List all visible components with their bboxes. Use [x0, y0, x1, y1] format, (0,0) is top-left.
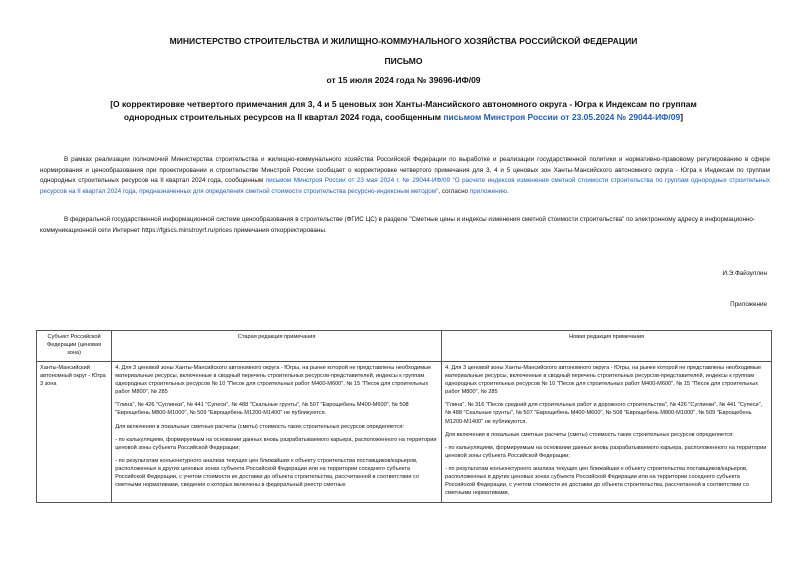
- ministry-title: МИНИСТЕРСТВО СТРОИТЕЛЬСТВА И ЖИЛИЩНО-КОММУНАЛЬНОГО ХОЗЯЙСТВА РОССИЙСКОЙ ФЕДЕРАЦИИ: [169, 36, 638, 46]
- old-paragraph: - по результатам конъюнктурного анализа текущих цен ближайших к объекту строительства поставщиков/карьеров, расположенных в других ценовых зонах субъекта Российской Федерации или на территории соседнего субъекта Российской Федерации, с учетом стоимости их доставки до объекта строительства, рассчитанной в соответствии со сметными нормативами, сведения о которых включены в федеральный реестр сметных: [115, 457, 420, 489]
- document-subject: [90, 98, 717, 124]
- new-paragraph: - по результатам конъюнктурного анализа текущих цен ближайших к объекту строительства поставщиков/карьеров, расположенных в других ценовых зонах субъекта Российской Федерации или на территории соседнего субъекта Российской Федерации, с учетом стоимости их доставки до объекта строительства, рассчитанной в соответствии со сметными нормативами,: [445, 465, 749, 497]
- old-paragraph: Для включения в локальные сметные расчеты (сметы) стоимость таких строительных ресурсов определяется:: [115, 423, 404, 430]
- header-new-version: Новая редакция примечания: [442, 331, 772, 362]
- subject-text: [О корректировке четвертого примечания для 3, 4 и 5 ценовых зон Ханты-Мансийского автономного округа - Югра к Индексам по группам однородных строительных ресурсов на II квартал 2024 года, сообщенным: [110, 99, 697, 122]
- cell-old-version: [112, 362, 442, 503]
- p1-text: В рамках реализации полномочий Министерства строительства и жилищно-коммунального хозяйства Российской Федерации по выработке и реализации государственной политики и нормативно-правовому регулированию в сфере нормирования и ценообразования при проектировании и строительстве Минстрой России сообщает о корректировке четвертого примечания для 3, 4 и 5 ценовых зон Ханты-Мансийского автономного округа - Югра к Индексам по группам однородных строительных ресурсов на II квартал 2024 года, сообщенным: [40, 156, 770, 184]
- cell-new-version: [442, 362, 772, 503]
- body-paragraph-1: [40, 155, 770, 197]
- header-subject: Субъект Российской Федерации (ценовая зона): [37, 331, 112, 362]
- p1-appendix-link[interactable]: приложению: [469, 187, 507, 195]
- old-paragraph: - по калькуляциям, формируемым на основании данных вновь разрабатываемого карьера, расположенного на территории ценовой зоны субъекта Российской Федерации;: [115, 436, 437, 451]
- table-header-row: [37, 331, 772, 362]
- old-paragraph: "Глина", № 426 "Суглинки", № 441 "Супеси", № 488 "Скальные грунты", № 507 "Еврощебень М400-М600", № 508 "Еврощебень М800-М1000", № 509 "Еврощебень М1200-М1400" не публикуются.: [115, 402, 409, 417]
- table-row: [37, 362, 772, 503]
- p1-tail: , согласно: [438, 187, 470, 195]
- document-date-number: от 15 июля 2024 года № 39696-ИФ/09: [326, 75, 481, 85]
- p1-end: .: [506, 187, 509, 195]
- signature: И.Э.Файзуллин: [722, 270, 767, 277]
- new-paragraph: "Глина", № 316 "Песок средний для строительных работ и дорожного строительства", № 426 "Суглинки", № 441 "Супеси", № 488 "Скальные грунты", № 507 "Еврощебень М400-М600", № 508 "Еврощебень М800-М1000", № 509 "Еврощебень М1200-М1400" не публикуются.: [445, 402, 763, 425]
- appendix-label: Приложение: [730, 301, 767, 308]
- appendix-table: [36, 330, 772, 503]
- document-type: ПИСЬМО: [384, 56, 423, 66]
- subject-reference-link[interactable]: письмом Минстроя России от 23.05.2024 № 29044-ИФ/09: [443, 112, 681, 122]
- header-old-version: Старая редакция примечания: [112, 331, 442, 362]
- subject-close-bracket: ]: [680, 112, 684, 122]
- cell-subject: Ханты-Мансийский автономный округ - Югра 3 зона: [37, 362, 112, 503]
- p1-letter-link[interactable]: письмом Минстроя России от 23 мая 2024 г. № 29044-ИФ/09 "О расчете индексов изменения сметной стоимости строительства по группам однородных строительных ресурсов на II квартал 2024 года, предназначенных для определения сметной стоимости строительства ресурсно-индексным методом": [40, 177, 771, 195]
- new-paragraph: 4. Для 3 ценовой зоны Ханты-Мансийского автономного округа - Югры, на рынке которой не представлены необходимые материальные ресурсы, включенные в сводный перечень строительных ресурсов-представителей, индексы к группам однородных строительных ресурсов № 10 "Песок для строительных работ М400-М600", № 15 "Песок для строительных работ М800", № 285: [445, 365, 762, 396]
- body-paragraph-2: В федеральной государственной информационной системе ценообразования в строительстве (ФГИС ЦС) в разделе "Сметные цены и индексы изменения сметной стоимости строительства" по электронному адресу в информационно-коммуникационной сети Интернет https://fgiscs.minstroyrf.ru/prices примечания откорректированы.: [40, 216, 756, 234]
- old-paragraph: 4. Для 3 ценовой зоны Ханты-Мансийского автономного округа - Югры, на рынке которой не представлены необходимые материальные ресурсы, включенные в сводный перечень строительных ресурсов-представителей, индексы к группам однородных строительных ресурсов № 10 "Песок для строительных работ М400-М600", № 15 "Песок для строительных работ М800", № 285: [115, 365, 432, 396]
- new-paragraph: - по калькуляциям, формируемым на основании данных вновь разрабатываемого карьера, расположенного на территории ценовой зоны субъекта Российской Федерации;: [445, 444, 767, 459]
- new-paragraph: Для включения в локальные сметные расчеты (сметы) стоимость таких строительных ресурсов определяется:: [445, 431, 734, 438]
